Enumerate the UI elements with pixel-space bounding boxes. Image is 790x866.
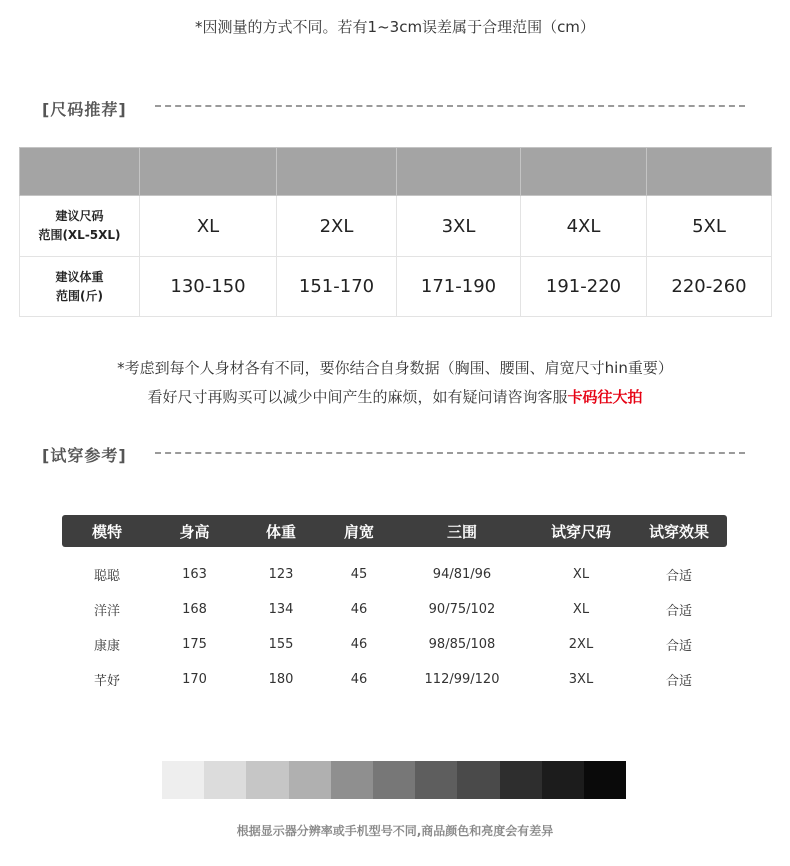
- cell-model: 康康: [93, 639, 120, 654]
- header-cell: [397, 148, 521, 196]
- cell-model: 洋洋: [93, 604, 120, 619]
- display-disclaimer: 根据显示器分辨率或手机型号不同,商品颜色和亮度会有差异: [236, 824, 554, 838]
- gray-scale-bar: [162, 761, 626, 799]
- gray-swatch: [331, 761, 373, 799]
- header-cell: [647, 148, 772, 196]
- cell-try-result: 合适: [665, 674, 692, 689]
- measurement-note: *因测量的方式不同。若有1~3cm误差属于合理范围（cm）: [195, 18, 595, 36]
- gray-swatch: [204, 761, 246, 799]
- cell-shoulder: 46: [350, 602, 368, 617]
- table-row: [62, 662, 727, 697]
- size-cell: 4XL: [521, 196, 647, 257]
- header-cell: [521, 148, 647, 196]
- size-up-highlight: 卡码往大拍: [567, 388, 643, 406]
- cell-shoulder: 46: [350, 637, 368, 652]
- header-measurements: 三围: [446, 522, 477, 541]
- size-cell: 3XL: [397, 196, 521, 257]
- size-cell: 2XL: [277, 196, 397, 257]
- label-line: 范围(XL-5XL): [38, 228, 121, 242]
- weight-row-label: [20, 257, 140, 317]
- try-on-section-title: [试穿参考]: [42, 446, 127, 465]
- section-divider: [155, 452, 745, 454]
- label-line: 建议尺码: [55, 209, 104, 223]
- fit-advice-line2: [0, 386, 790, 407]
- header-model: 模特: [91, 522, 122, 541]
- cell-height: 168: [182, 602, 207, 617]
- cell-height: 170: [182, 672, 207, 687]
- table-row: [62, 592, 727, 627]
- header-shoulder: 肩宽: [343, 522, 374, 541]
- gray-swatch: [246, 761, 288, 799]
- header-cell: [20, 148, 140, 196]
- size-row: [20, 196, 772, 257]
- gray-swatch: [289, 761, 331, 799]
- cell-try-size: 3XL: [568, 672, 594, 687]
- header-cell: [140, 148, 277, 196]
- size-cell: 5XL: [647, 196, 772, 257]
- try-on-table-header: [62, 515, 727, 547]
- table-row: [62, 557, 727, 592]
- gray-swatch: [457, 761, 499, 799]
- cell-weight: 134: [268, 602, 294, 617]
- cell-height: 163: [182, 567, 207, 582]
- cell-try-size: XL: [572, 602, 590, 617]
- cell-weight: 155: [268, 637, 294, 652]
- header-height: 身高: [179, 522, 210, 541]
- cell-measurements: 90/75/102: [428, 602, 496, 617]
- cell-weight: 180: [268, 672, 294, 687]
- cell-height: 175: [182, 637, 207, 652]
- size-row-label: [20, 196, 140, 257]
- cell-model: 芊妤: [93, 674, 120, 689]
- size-cell: XL: [140, 196, 277, 257]
- fit-advice-text: 看好尺寸再购买可以减少中间产生的麻烦，如有疑问请咨询客服: [147, 388, 568, 406]
- gray-swatch: [542, 761, 584, 799]
- cell-try-size: XL: [572, 567, 590, 582]
- gray-swatch: [373, 761, 415, 799]
- size-section-title: [尺码推荐]: [42, 100, 127, 119]
- cell-weight: 123: [268, 567, 294, 582]
- header-try-size: 试穿尺码: [550, 522, 611, 541]
- cell-try-result: 合适: [665, 569, 692, 584]
- cell-measurements: 112/99/120: [424, 672, 500, 687]
- weight-cell: 130-150: [140, 257, 277, 317]
- label-line: 建议体重: [55, 269, 104, 284]
- weight-cell: 151-170: [277, 257, 397, 317]
- header-cell: [277, 148, 397, 196]
- header-weight: 体重: [265, 522, 296, 541]
- table-row: [62, 627, 727, 662]
- size-table-header: [20, 148, 772, 196]
- weight-cell: 191-220: [521, 257, 647, 317]
- cell-model: 聪聪: [93, 569, 120, 584]
- cell-measurements: 94/81/96: [432, 567, 492, 582]
- header-try-result: 试穿效果: [648, 522, 709, 541]
- gray-swatch: [500, 761, 542, 799]
- label-line: 范围(斤): [56, 288, 103, 303]
- gray-swatch: [415, 761, 457, 799]
- cell-shoulder: 45: [350, 567, 368, 582]
- section-divider: [155, 105, 745, 107]
- size-recommendation-table: [19, 147, 772, 317]
- gray-swatch: [584, 761, 626, 799]
- weight-row: [20, 257, 772, 317]
- cell-try-result: 合适: [665, 639, 692, 654]
- cell-measurements: 98/85/108: [428, 637, 496, 652]
- cell-try-size: 2XL: [568, 637, 594, 652]
- gray-swatch: [162, 761, 204, 799]
- cell-shoulder: 46: [350, 672, 368, 687]
- fit-advice-line1: *考虑到每个人身材各有不同，要你结合自身数据（胸围、腰围、肩宽尺寸hin重要）: [117, 359, 673, 377]
- weight-cell: 220-260: [647, 257, 772, 317]
- weight-cell: 171-190: [397, 257, 521, 317]
- cell-try-result: 合适: [665, 604, 692, 619]
